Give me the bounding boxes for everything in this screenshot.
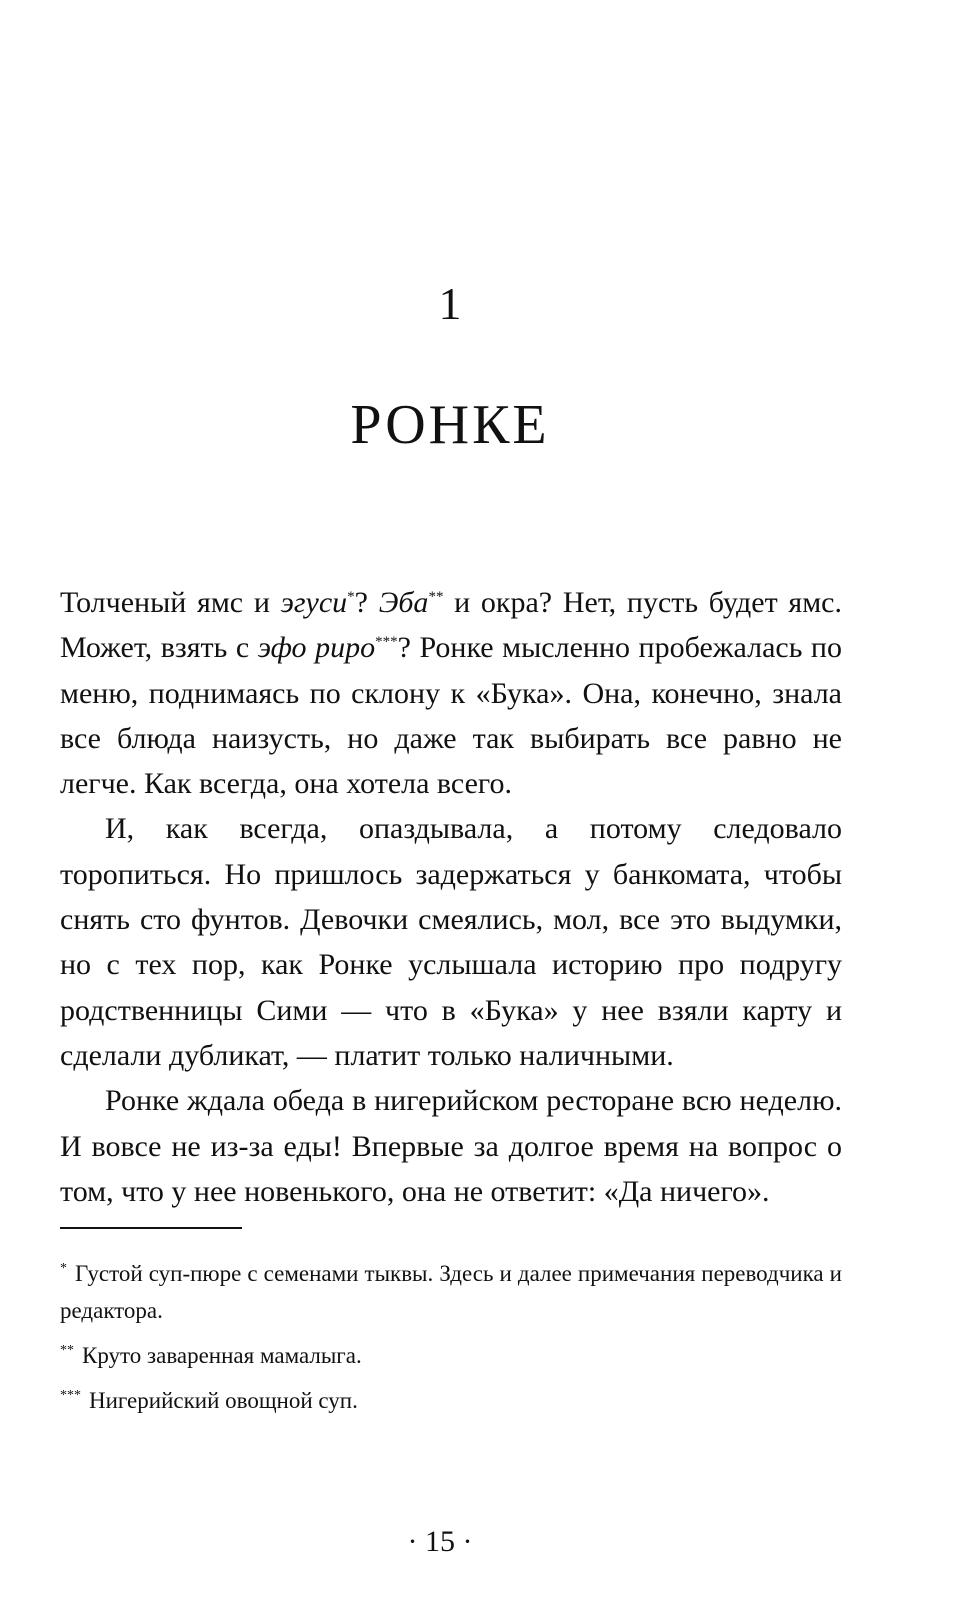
body-text	[60, 580, 842, 1214]
italic-term: эгуси	[280, 586, 348, 619]
footnote	[60, 1382, 842, 1419]
footnote-marker: *	[347, 589, 355, 605]
footnote-mark: ***	[60, 1388, 81, 1404]
chapter-number: 1	[438, 278, 462, 329]
italic-term: эфо риро	[257, 631, 376, 665]
footnote-marker: **	[428, 589, 444, 605]
text-run: Толченый ямс и	[60, 586, 281, 619]
footnote	[60, 1255, 842, 1329]
page-number: · 15 ·	[407, 1525, 473, 1558]
footnote-text: Круто заваренная мамалыга.	[82, 1343, 362, 1368]
footnote	[60, 1337, 842, 1374]
footnote-marker: ***	[375, 634, 398, 651]
paragraph	[60, 580, 842, 806]
footnote-text: Нигерийский овощной суп.	[89, 1388, 358, 1413]
text-run: Ронке ждала обеда в нигерийском ресторане всю неделю. И вовсе не из-за еды! Впервые за долгое время на вопрос о том, что у нее новенького, она не ответит: «Да ничего».	[60, 1084, 842, 1208]
text-run: ? Ронке мысленно пробежалась по меню, поднимаясь по склону к «Бука». Она, конечно, знала все блюда наизусть, но даже так выбирать все равно не легче. Как всегда, она хотела всего.	[60, 631, 842, 801]
text-run: и окра? Нет, пусть будет ямс. Может, взять с	[60, 586, 842, 665]
paragraph	[60, 1078, 842, 1214]
footnote-mark: **	[60, 1343, 74, 1359]
italic-term: Эба	[378, 586, 429, 619]
footnotes	[60, 1255, 842, 1427]
paragraph	[60, 806, 842, 1078]
footnote-divider	[60, 1227, 242, 1229]
text-run: ?	[354, 586, 379, 619]
chapter-title: РОНКЕ	[350, 394, 550, 456]
footnote-text: Густой суп-пюре с семенами тыквы. Здесь и далее примечания переводчика и редактора.	[60, 1261, 842, 1323]
footnote-mark: *	[60, 1261, 67, 1277]
text-run: И, как всегда, опаздывала, а потому следовало торопиться. Но пришлось задержаться у банкомата, чтобы снять сто фунтов. Девочки смеялись, мол, все это выдумки, но с тех пор, как Ронке услышала историю про подругу родственницы Сими — что в «Бука» у нее взяли карту и сделали дубликат, — платит только наличными.	[60, 812, 842, 1072]
